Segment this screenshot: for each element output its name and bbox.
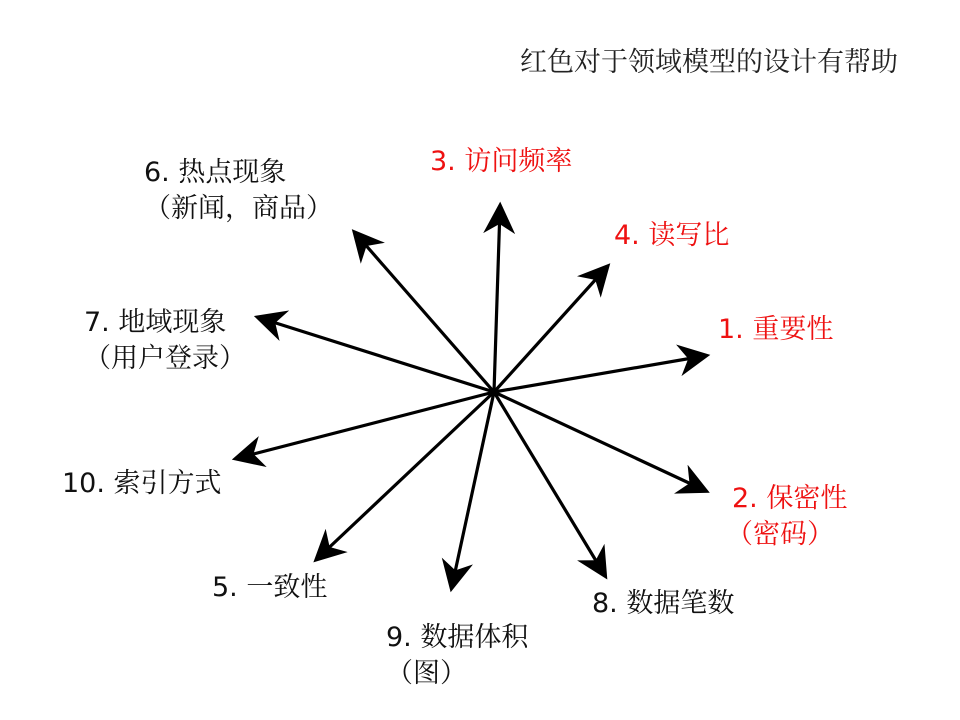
label-confidentiality [726, 481, 848, 553]
label-confidentiality-sub: （密码） [726, 519, 834, 550]
label-read-write-ratio [614, 218, 729, 254]
label-regional-main: 7. 地域现象 [84, 307, 227, 338]
arrow-to-confidentiality [494, 392, 704, 490]
arrow-to-read-write-ratio [494, 268, 606, 392]
label-data-volume-main: 9. 数据体积 [386, 622, 529, 653]
label-access-frequency-main: 3. 访问频率 [430, 146, 573, 177]
label-record-count [592, 586, 734, 622]
arrow-to-regional [260, 318, 494, 392]
label-index-method-main: 10. 索引方式 [62, 468, 222, 499]
arrow-to-index-method [238, 392, 494, 458]
arrow-to-data-volume [452, 392, 494, 586]
label-read-write-ratio-main: 4. 读写比 [614, 220, 730, 251]
label-hotspot-main: 6. 热点现象 [144, 157, 287, 188]
label-regional-sub: （用户登录） [84, 343, 246, 374]
label-regional [84, 305, 246, 377]
label-data-volume [386, 620, 528, 692]
label-hotspot-sub: （新闻，商品） [144, 193, 333, 224]
label-importance [718, 312, 833, 348]
label-hotspot [144, 155, 333, 227]
label-record-count-main: 8. 数据笔数 [592, 588, 735, 619]
label-confidentiality-main: 2. 保密性 [732, 483, 848, 514]
label-consistency [212, 570, 327, 606]
label-consistency-main: 5. 一致性 [212, 572, 328, 603]
arrow-to-consistency [318, 392, 494, 558]
arrow-to-access-frequency [494, 208, 500, 392]
arrow-to-hotspot [356, 234, 494, 392]
diagram-title: 红色对于领域模型的设计有帮助 [520, 47, 898, 78]
label-importance-main: 1. 重要性 [718, 314, 834, 345]
arrow-to-importance [494, 356, 704, 392]
label-index-method [62, 466, 222, 502]
label-access-frequency [430, 144, 572, 180]
label-data-volume-sub: （图） [386, 658, 467, 689]
